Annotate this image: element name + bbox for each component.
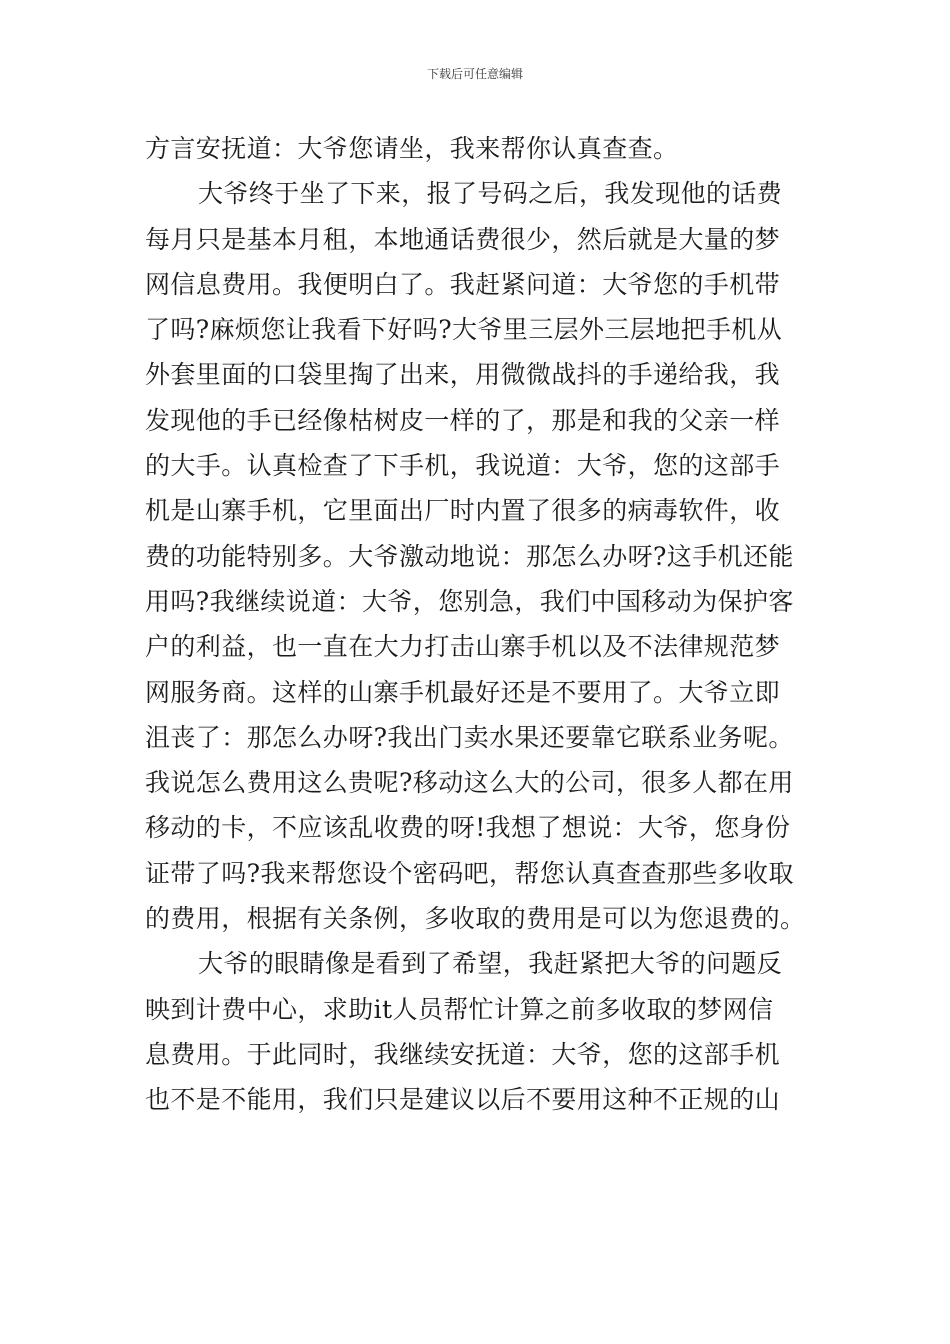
text-line: 我说怎么费用这么贵呢?移动这么大的公司，很多人都在用 [145, 768, 794, 798]
text-line-paragraph-start: 大爷的眼睛像是看到了希望，我赶紧把大爷的问题反 [198, 949, 783, 979]
text-line: 的费用，根据有关条例，多收取的费用是可以为您退费的。 [145, 904, 806, 934]
page-header: 下载后可任意编辑 [426, 67, 523, 81]
text-line: 映到计费中心，求助it人员帮忙计算之前多收取的梦网信 [145, 994, 774, 1024]
text-line: 用吗?我继续说道：大爷，您别急，我们中国移动为保护客 [145, 586, 794, 616]
text-line: 沮丧了：那怎么办呀?我出门卖水果还要靠它联系业务呢。 [145, 722, 794, 752]
text-line: 外套里面的口袋里掏了出来，用微微战抖的手递给我，我 [145, 360, 781, 390]
body-text [145, 126, 807, 1123]
text-line: 发现他的手已经像枯树皮一样的了，那是和我的父亲一样 [145, 405, 781, 435]
text-line-paragraph-start: 大爷终于坐了下来，报了号码之后，我发现他的话费 [198, 179, 783, 209]
text-line: 费的功能特别多。大爷激动地说：那怎么办呀?这手机还能 [145, 541, 794, 571]
text-line: 也不是不能用，我们只是建议以后不要用这种不正规的山 [145, 1085, 781, 1115]
text-line: 网信息费用。我便明白了。我赶紧问道：大爷您的手机带 [145, 269, 781, 299]
text-line: 网服务商。这样的山寨手机最好还是不要用了。大爷立即 [145, 677, 781, 707]
text-line: 方言安抚道：大爷您请坐，我来帮你认真查查。 [145, 134, 679, 163]
text-line: 息费用。于此同时，我继续安抚道：大爷，您的这部手机 [145, 1039, 781, 1069]
text-line: 每月只是基本月租，本地通话费很少，然后就是大量的梦 [145, 224, 781, 254]
text-line: 机是山寨手机，它里面出厂时内置了很多的病毒软件，收 [145, 496, 781, 526]
text-line: 移动的卡，不应该乱收费的呀!我想了想说：大爷，您身份 [145, 813, 791, 843]
text-line: 了吗?麻烦您让我看下好吗?大爷里三层外三层地把手机从 [145, 315, 783, 345]
text-line: 证带了吗?我来帮您设个密码吧，帮您认真查查那些多收取 [145, 858, 794, 888]
text-line: 户的利益，也一直在大力打击山寨手机以及不法律规范梦 [145, 632, 781, 662]
text-line: 的大手。认真检查了下手机，我说道：大爷，您的这部手 [145, 451, 781, 481]
